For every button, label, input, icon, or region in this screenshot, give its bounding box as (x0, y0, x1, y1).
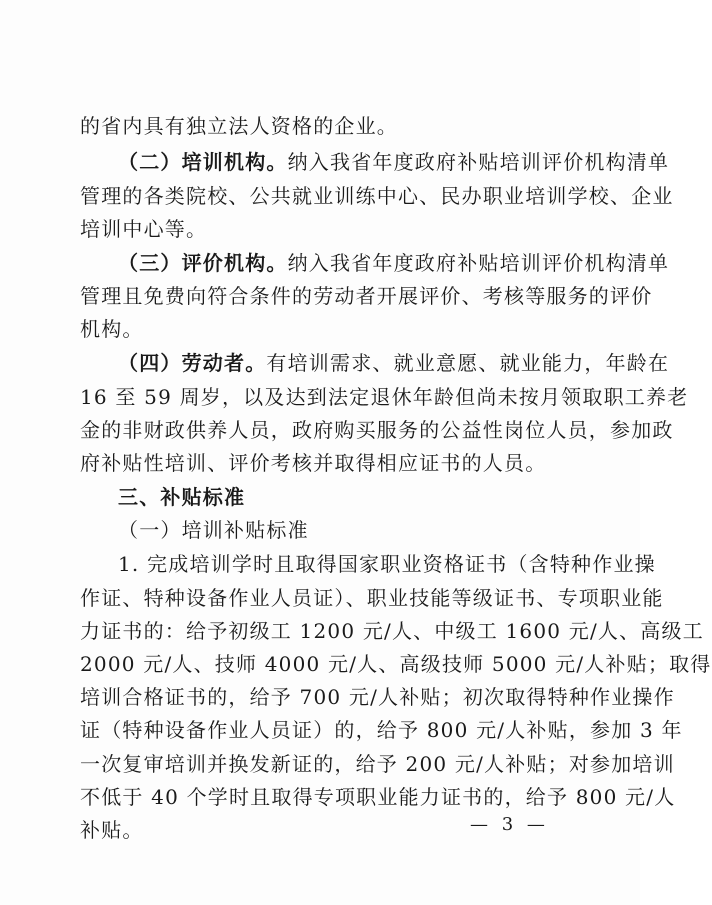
paragraph-line: 1. 完成培训学时且取得国家职业资格证书（含特种作业操 (118, 552, 656, 576)
paragraph-line: 一次复审培训并换发新证的，给予 200 元/人补贴；对参加培训 (80, 752, 675, 776)
page-number: — 3 — (470, 814, 549, 835)
paragraph-line: 作证、特种设备作业人员证）、职业技能等级证书、专项职业能 (80, 586, 664, 610)
paragraph-line: 金的非财政供养人员，政府购买服务的公益性岗位人员，参加政 (80, 418, 674, 442)
paragraph-line: 的省内具有独立法人资格的企业。 (80, 114, 398, 138)
section-label: （四）劳动者。 (118, 351, 267, 375)
paragraph-line (118, 349, 670, 377)
paragraph-line: 不低于 40 个学时且取得专项职业能力证书的，给予 800 元/人 (80, 785, 676, 809)
paragraph-text: 纳入我省年度政府补贴培训评价机构清单 (287, 150, 670, 174)
paragraph-line: 2000 元/人、技师 4000 元/人、高级技师 5000 元/人补贴；取得 (80, 652, 712, 676)
paragraph-line: 管理且免费向符合条件的劳动者开展评价、考核等服务的评价 (80, 284, 653, 308)
section-label: （二）培训机构。 (118, 150, 288, 174)
paragraph-text: 纳入我省年度政府补贴培训评价机构清单 (287, 251, 670, 275)
section-heading: 三、补贴标准 (118, 485, 246, 509)
paragraph-line: 管理的各类院校、公共就业训练中心、民办职业培训学校、企业 (80, 184, 674, 208)
paragraph-line: 力证书的：给予初级工 1200 元/人、中级工 1600 元/人、高级工 (80, 619, 704, 643)
paragraph-line: 机构。 (80, 317, 144, 341)
paragraph-line: 府补贴性培训、评价考核并取得相应证书的人员。 (80, 451, 547, 475)
paragraph-text: 有培训需求、就业意愿、就业能力，年龄在 (266, 351, 670, 375)
paragraph-line: 证（特种设备作业人员证）的，给予 800 元/人补贴，参加 3 年 (80, 718, 683, 742)
paragraph-line: 补贴。 (80, 818, 144, 842)
paragraph-line (118, 148, 670, 176)
paragraph-line: 培训合格证书的，给予 700 元/人补贴；初次取得特种作业操作 (80, 685, 675, 709)
paragraph-line (118, 249, 670, 277)
section-label: （三）评价机构。 (118, 251, 288, 275)
paragraph-line: 16 至 59 周岁，以及达到法定退休年龄但尚未按月领取职工养老 (80, 385, 689, 409)
paragraph-line: 培训中心等。 (80, 217, 208, 241)
subsection-heading: （一）培训补贴标准 (118, 518, 309, 542)
